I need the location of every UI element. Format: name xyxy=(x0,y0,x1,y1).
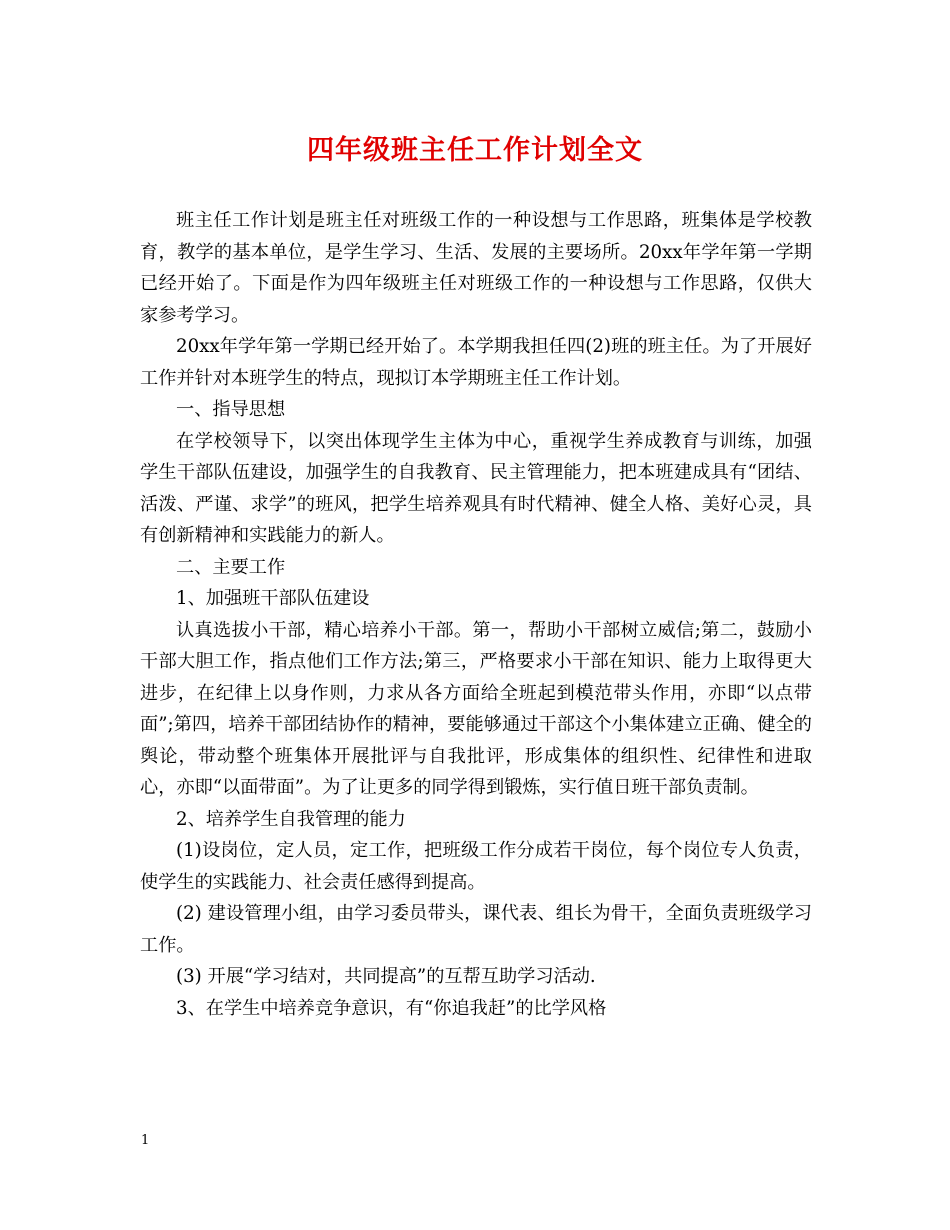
class-cadre-paragraph: 认真选拔小干部，精心培养小干部。第一，帮助小干部树立威信;第二，鼓励小干部大胆工作，指点他们工作方法;第三，严格要求小干部在知识、能力上取得更大进步，在纪律上以身作则，力求从各方面给全班起到模范带头作用，亦即“以点带面”;第四，培养干部团结协作的精神，要能够通过干部这个小集体建立正确、健全的舆论，带动整个班集体开展批评与自我批评，形成集体的组织性、纪律性和进取心，亦即“以面带面”。为了让更多的同学得到锻炼，实行值日班干部负责制。 xyxy=(140,619,812,798)
semester-paragraph: 20xx年学年第一学期已经开始了。本学期我担任四(2)班的班主任。为了开展好工作并针对本班学生的特点，现拟订本学期班主任工作计划。 xyxy=(140,336,812,389)
page-number: 1 xyxy=(141,1133,150,1148)
list-item-3: (3) 开展“学习结对，共同提高”的互帮互助学习活动. xyxy=(176,966,596,987)
section-heading-guiding-ideology: 一、指导思想 xyxy=(176,399,286,420)
intro-paragraph: 班主任工作计划是班主任对班级工作的一种设想与工作思路，班集体是学校教育，教学的基本单位，是学生学习、生活、发展的主要场所。20xx年学年第一学期已经开始了。下面是作为四年级班主任对班级工作的一种设想与工作思路，仅供大家参考学习。 xyxy=(140,210,812,326)
list-item-2: (2) 建设管理小组，由学习委员带头，课代表、组长为骨干，全面负责班级学习工作。 xyxy=(140,903,812,956)
list-item-1: (1)设岗位，定人员，定工作，把班级工作分成若干岗位，每个岗位专人负责，使学生的实践能力、社会责任感得到提高。 xyxy=(140,840,812,893)
document-body xyxy=(140,205,812,1024)
subheading-class-cadre: 1、加强班干部队伍建设 xyxy=(176,588,370,609)
subheading-competition: 3、在学生中培养竞争意识，有“你追我赶”的比学风格 xyxy=(176,997,607,1019)
section-heading-main-work: 二、主要工作 xyxy=(176,556,286,578)
guiding-ideology-paragraph: 在学校领导下，以突出体现学生主体为中心，重视学生养成教育与训练，加强学生干部队伍建设，加强学生的自我教育、民主管理能力，把本班建成具有“团结、活泼、严谨、求学”的班风，把学生培养观具有时代精神、健全人格、美好心灵，具有创新精神和实践能力的新人。 xyxy=(140,430,812,546)
document-title: 四年级班主任工作计划全文 xyxy=(307,135,643,166)
subheading-self-management: 2、培养学生自我管理的能力 xyxy=(176,808,406,830)
